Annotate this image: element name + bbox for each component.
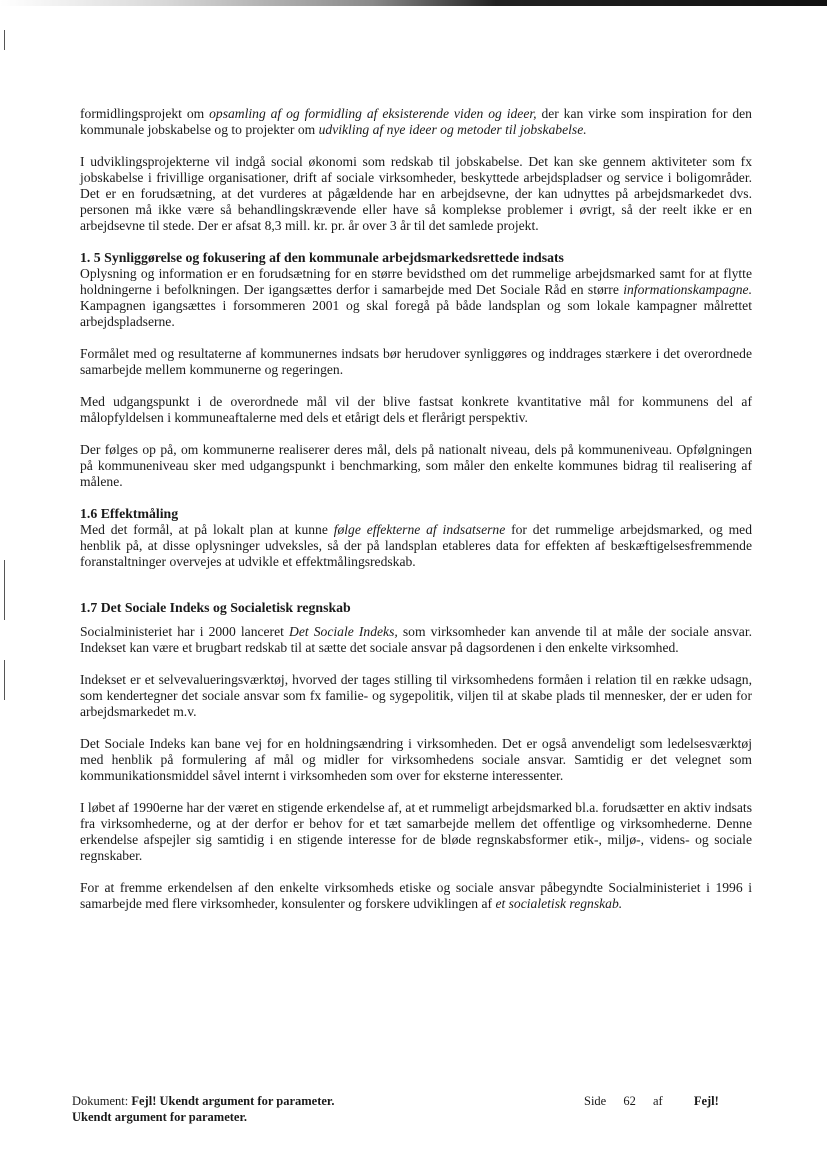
paragraph: Formålet med og resultaterne af kommunernes indsats bør herudover synliggøres og inddrages stærkere i det overordnede samarbejde mellem kommunerne og regeringen. xyxy=(80,346,752,377)
paragraph: I udviklingsprojekterne vil indgå social økonomi som redskab til jobskabelse. Det kan ske gennem aktiviteter som fx jobskabelse i frivillige organisationer, drift af sociale virksomheder, beskyttede arbejdspladser og service i boligområder. Det er en forudsætning, at det vurderes at pågældende har en arbejdsevne, der kan udnyttes på arbejdsmarkedet dvs. personen må ikke være så behandlingskrævende eller have så komplekse problemer i øvrigt, så der reelt ikke er en arbejdsevne til stede. Der er afsat 8,3 mill. kr. pr. år over 3 år til det samlede projekt. xyxy=(80,154,752,233)
paragraph: Det Sociale Indeks kan bane vej for en holdningsændring i virksomheden. Det er også anvendeligt som ledelsesværktøj med henblik på formulering af mål og midler for virksomhedens sociale ansvar. Samtidig er det velegnet som kommunikationsmiddel såvel internt i virksomheden som over for eksterne interessenter. xyxy=(80,736,752,783)
text: Med det formål, at på lokalt plan at kunne xyxy=(80,522,334,537)
footer-document-info xyxy=(72,1093,492,1125)
emphasis: et socialetisk regnskab. xyxy=(495,896,623,911)
footer-doc-error-continued: Ukendt argument for parameter. xyxy=(72,1110,247,1124)
text: som virksomheder kan anvende til at måle der sociale ansvar. Indekset kan være et brugbart redskab til at sætte det sociale ansvar på dagsordenen i den enkelte virksomhed. xyxy=(80,624,752,655)
paragraph: I løbet af 1990erne har der været en stigende erkendelse af, at et rummeligt arbejdsmarked bl.a. forudsætter en aktiv indsats fra virksomhederne, og at der derfor er behov for et tæt samarbejde mellem det offentlige og virksomhederne. Denne erkendelse afspejler sig samtidig i en stigende interesse for de bløde regnskabsformer etik-, miljø-, videns- og sociale regnskaber. xyxy=(80,800,752,863)
footer-page-number: 62 xyxy=(623,1094,636,1108)
footer-af-label: af xyxy=(652,1094,663,1108)
paragraph xyxy=(80,624,752,656)
footer-doc-error: Fejl! Ukendt argument for parameter. xyxy=(131,1094,335,1108)
footer-doc-label: Dokument: xyxy=(72,1094,129,1108)
section-heading-1-6: 1.6 Effektmåling xyxy=(80,506,179,521)
scan-top-border xyxy=(0,0,827,6)
emphasis: Det Sociale Indeks, xyxy=(289,624,398,639)
scan-mark xyxy=(4,30,5,50)
paragraph: Med udgangspunkt i de overordnede mål vil der blive fastsat konkrete kvantitative mål for kommunens del af målopfyldelsen i kommuneaftalerne med dels et etårigt dels et flerårigt perspektiv. xyxy=(80,394,752,425)
paragraph: Indekset er et selvevalueringsværktøj, hvorved der tages stilling til virksomhedens formåen i relation til en række udsagn, som kendertegner det sociale ansvar som fx familie- og sygepolitik, viljen til at skabe plads til mennesker, der er uden for arbejdsmarkedet m.v. xyxy=(80,672,752,719)
scan-mark xyxy=(4,560,5,620)
paragraph xyxy=(80,880,752,912)
footer-side-label: Side xyxy=(584,1094,607,1108)
emphasis: følge effekterne af indsatserne xyxy=(333,522,506,537)
emphasis: opsamling af og formidling af eksisterende viden og ideer, xyxy=(209,106,537,121)
emphasis: udvikling af nye ideer og metoder til jobskabelse. xyxy=(318,122,587,137)
text: for det rummelige arbejdsmarked, og med henblik på, at disse oplysninger udveksles, så der på landsplan etableres data for effekten af beskæftigelsesfremmende foranstaltninger overvejes at udvikle et effektmålingsredskab. xyxy=(80,522,752,569)
text: der kan virke som inspiration for den kommunale jobskabelse og to projekter om xyxy=(80,106,752,137)
section-heading-1-5: 1. 5 Synliggørelse og fokusering af den kommunale arbejdsmarkedsrettede indsats xyxy=(80,250,564,265)
paragraph: Der følges op på, om kommunerne realiserer deres mål, dels på nationalt niveau, dels på kommuneniveau. Opfølgningen på kommuneniveau sker med udgangspunkt i benchmarking, som måler den enkelte kommunes bidrag til realisering af målene. xyxy=(80,442,752,489)
footer-page-info xyxy=(584,1093,719,1109)
emphasis: informationskampagne. xyxy=(623,282,752,297)
paragraph xyxy=(80,266,752,330)
footer-total-error: Fejl! xyxy=(693,1094,719,1108)
text: Socialministeriet har i 2000 lanceret xyxy=(80,624,290,639)
paragraph xyxy=(80,522,752,570)
document-body xyxy=(80,106,752,928)
section-heading-1-7: 1.7 Det Sociale Indeks og Socialetisk regnskab xyxy=(80,600,351,615)
scan-mark xyxy=(4,660,5,700)
text: For at fremme erkendelsen af den enkelte virksomheds etiske og sociale ansvar påbegyndte Socialministeriet i 1996 i samarbejde med flere virksomheder, konsulenter og forskere udviklingen af xyxy=(80,880,752,911)
text: formidlingsprojekt om xyxy=(80,106,210,121)
paragraph xyxy=(80,106,752,138)
text: Kampagnen igangsættes i forsommeren 2001 og skal foregå på både landsplan og som lokale kampagner målrettet arbejdspladserne. xyxy=(80,298,752,329)
text: Oplysning og information er en forudsætning for en større bevidsthed om det rummelige arbejdsmarked samt for at flytte holdningerne i befolkningen. Der igangsættes derfor i samarbejde med Det Sociale Råd en større xyxy=(80,266,752,297)
